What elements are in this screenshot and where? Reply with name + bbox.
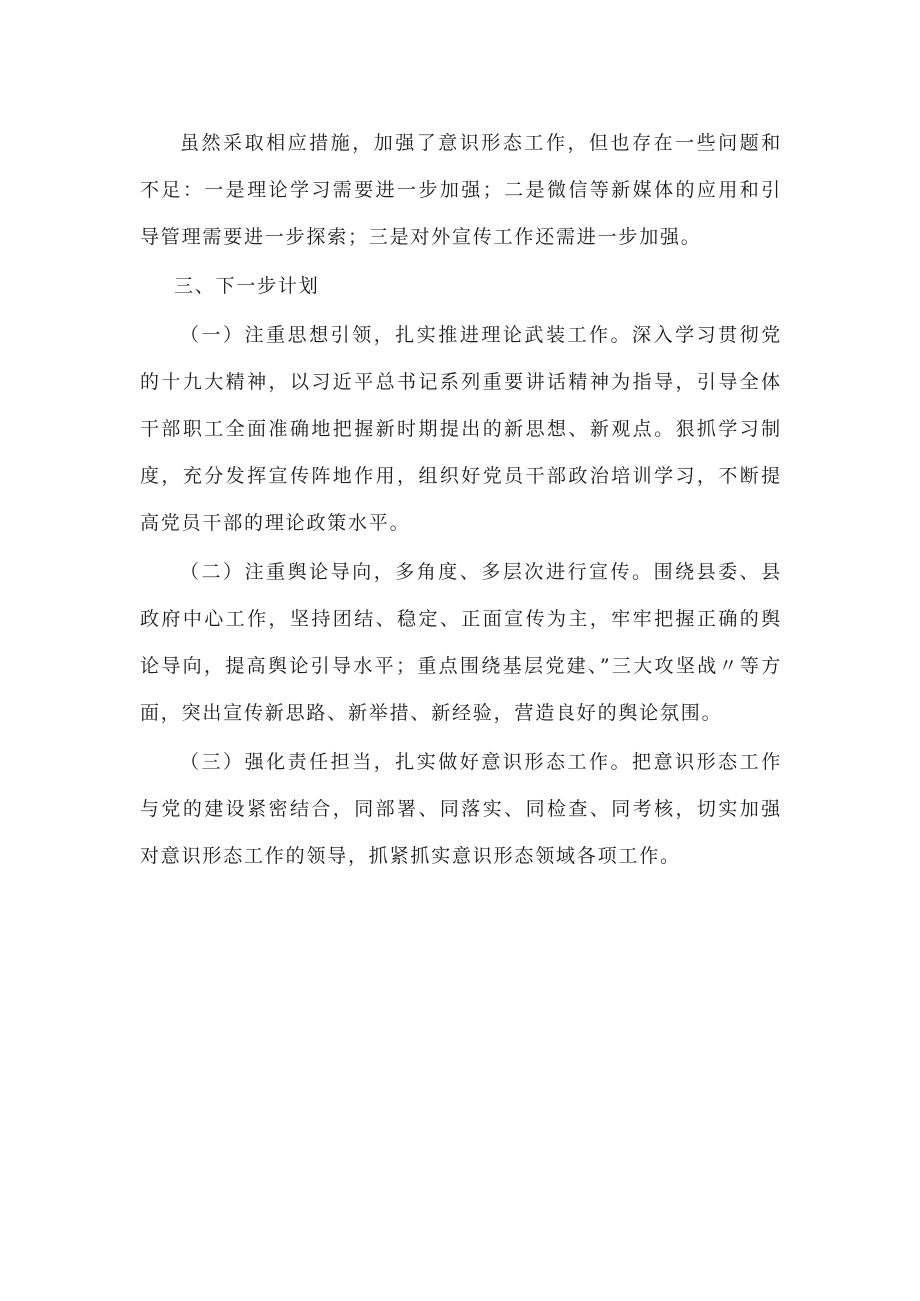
paragraph-plan-3: （三）强化责任担当，扎实做好意识形态工作。把意识形态工作与党的建设紧密结合，同部署、同落实、同检查、同考核，切实加强对意识形态工作的领导，抓紧抓实意识形态领域各项工作。 <box>140 751 782 867</box>
paragraph-plan-1: （一）注重思想引领，扎实推进理论武装工作。深入学习贯彻党的十九大精神，以习近平总书记系列重要讲话精神为指导，引导全体干部职工全面准确地把握新时期提出的新思想、新观点。狠抓学习制度，充分发挥宣传阵地作用，组织好党员干部政治培训学习，不断提高党员干部的理论政策水平。 <box>140 324 782 534</box>
section-heading-next-plan: 三、下一步计划 <box>174 275 320 297</box>
paragraph-problems: 虽然采取相应措施，加强了意识形态工作，但也存在一些问题和不足：一是理论学习需要进一步加强；二是微信等新媒体的应用和引导管理需要进一步探索；三是对外宣传工作还需进一步加强。 <box>140 132 782 248</box>
document-body <box>140 120 782 882</box>
paragraph-plan-2: （二）注重舆论导向，多角度、多层次进行宣传。围绕县委、县政府中心工作，坚持团结、稳定、正面宣传为主，牢牢把握正确的舆论导向，提高舆论引导水平；重点围绕基层党建、”三大攻坚战〃等方面，突出宣传新思路、新举措、新经验，营造良好的舆论氛围。 <box>140 561 782 724</box>
